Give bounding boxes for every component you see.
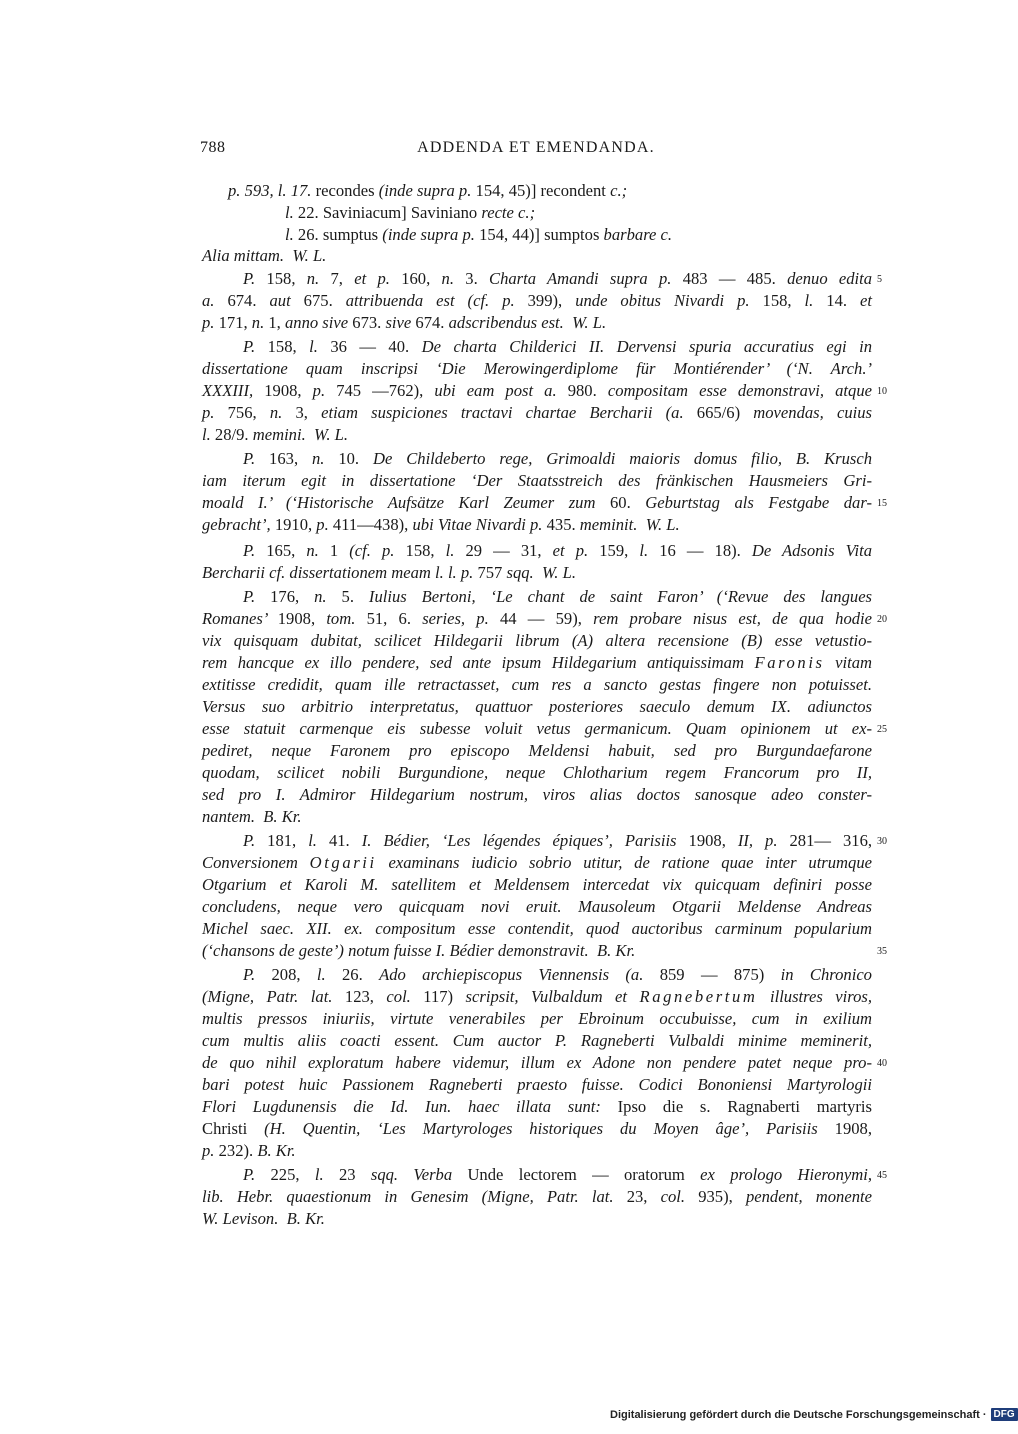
text-segment: denuo edita (787, 269, 873, 288)
text-segment: 674. (227, 291, 270, 310)
text-segment: 232). (218, 1141, 258, 1160)
text-segment: n. (306, 541, 330, 560)
text-segment: 757 (477, 563, 507, 582)
text-line (202, 630, 872, 651)
text-segment: 3, (295, 403, 322, 422)
text-segment: 399), (527, 291, 576, 310)
text-segment: 29 — 31, (465, 541, 553, 560)
text-segment: Faronis (754, 653, 825, 672)
text-segment: sive (385, 313, 416, 332)
text-line (202, 896, 872, 917)
text-segment: 154, 45)] recondent (475, 181, 611, 200)
text-segment: XXXIII, (202, 381, 265, 400)
text-segment: 745 —762), (336, 381, 435, 400)
text-segment: P. (243, 1165, 271, 1184)
text-segment: 935), (698, 1187, 746, 1206)
text-segment: 158, (267, 337, 310, 356)
text-segment: 16 — 18). (659, 541, 752, 560)
text-segment: barbare c. (603, 225, 673, 244)
text-segment: 5. (341, 587, 369, 606)
text-segment: cum multis aliis coacti essent. Cum auctor P. Ragneberti Vulbaldi minime meminerit, (202, 1031, 872, 1050)
text-line (202, 1074, 872, 1095)
text-segment: vitam (824, 653, 872, 672)
text-segment: p. (202, 1141, 219, 1160)
text-segment: n. (251, 313, 269, 332)
text-segment: lib. Hebr. quaestionum in Genesim (Migne, Patr. lat. (202, 1187, 627, 1206)
text-line (202, 290, 872, 311)
text-line (243, 540, 872, 561)
text-segment: 117) (423, 987, 466, 1006)
text-segment: 176, (270, 587, 315, 606)
text-line (228, 180, 872, 201)
text-segment: pediret, neque Faronem pro episcopo Meldensi habuit, sed pro Burgundaefarone (202, 741, 872, 760)
text-segment: esse statuit carmenque eis subesse voluit vetus germanicum. Quam opinionem ut ex- (202, 719, 872, 738)
text-segment: 159, (599, 541, 640, 560)
text-segment: P. (243, 831, 268, 850)
text-segment: (Migne, Patr. lat. (202, 987, 345, 1006)
text-segment: quodam, scilicet nobili Burgundione, neque Chlotharium regem Francorum pro II, (202, 763, 872, 782)
text-line (202, 358, 872, 379)
text-segment: in Chronico (780, 965, 872, 984)
text-segment: 154, 44)] sumptos (479, 225, 604, 244)
text-line (285, 202, 872, 223)
text-segment: p. (312, 381, 337, 400)
text-segment: Alia mittam. W. L. (202, 246, 327, 265)
text-segment: 980. (567, 381, 608, 400)
text-segment: Ado archiepiscopus Viennensis (a. (379, 965, 660, 984)
text-segment: sed pro I. Admiror Hildegarium nostrum, viros alias doctos sanosque adeo conster- (202, 785, 872, 804)
text-line (202, 312, 872, 333)
text-segment: pendent, monente (745, 1187, 872, 1206)
text-line (243, 1164, 872, 1185)
text-segment: 208, (271, 965, 317, 984)
text-segment: (‘chansons de geste’) notum fuisse I. Bédier demonstravit. B. Kr. (202, 941, 636, 960)
text-segment: sqq. Verba (370, 1165, 468, 1184)
text-line (202, 940, 872, 961)
text-line (202, 696, 872, 717)
text-segment: dissertatione quam inscripsi ‘Die Merowingerdiplome für Montiérender’ (‘N. Arch.’ (202, 359, 872, 378)
text-segment: (cf. p. (349, 541, 406, 560)
text-segment: l. (314, 1165, 339, 1184)
text-line (202, 1186, 872, 1207)
text-segment: (inde supra p. (382, 225, 480, 244)
text-segment: 675. (303, 291, 346, 310)
text-segment: 171, (218, 313, 252, 332)
text-segment: n. (441, 269, 466, 288)
text-segment: P. (243, 965, 272, 984)
text-segment: 1 (329, 541, 350, 560)
text-segment: Christi (202, 1119, 265, 1138)
page-number: 788 (200, 139, 226, 156)
text-segment: B. Kr. (257, 1141, 296, 1160)
text-segment: anno sive (284, 313, 353, 332)
text-segment: 674. (415, 313, 449, 332)
text-segment: 3. (465, 269, 489, 288)
text-segment: c.; (610, 181, 628, 200)
text-line (202, 470, 872, 491)
text-segment: recte c.; (481, 203, 536, 222)
text-segment: memini. W. L. (252, 425, 349, 444)
text-segment: l. (308, 831, 329, 850)
running-title: ADDENDA ET EMENDANDA. (417, 139, 655, 156)
text-line (202, 918, 872, 939)
text-segment: 158, (266, 269, 307, 288)
text-segment: n. (311, 449, 339, 468)
text-segment: l. (316, 965, 342, 984)
text-segment: 51, 6. (366, 609, 423, 628)
text-segment: moald I.’ (‘Historische Aufsätze Karl Zeumer zum (202, 493, 610, 512)
text-segment: p. 593, l. 17. (228, 181, 316, 200)
text-segment: l. (309, 337, 331, 356)
text-segment: 7, (330, 269, 355, 288)
text-segment: 181, (267, 831, 309, 850)
text-segment: 673. (352, 313, 386, 332)
text-segment: recondes (315, 181, 379, 200)
text-segment: bari potest huic Passionem Ragneberti praesto fuisse. Codici Bononiensi Martyrologii (202, 1075, 872, 1094)
text-segment: I. Bédier, ‘Les légendes épiques’, Parisiis (361, 831, 689, 850)
text-segment: p. (316, 515, 333, 534)
text-segment: 28/9. (214, 425, 253, 444)
text-line (202, 608, 872, 629)
text-line (202, 1140, 872, 1161)
text-segment: De Childeberto rege, Grimoaldi maioris domus filio, B. Krusch (372, 449, 873, 468)
text-line (202, 245, 872, 266)
text-segment: aut (269, 291, 304, 310)
text-segment: et p. (354, 269, 402, 288)
text-segment: 435. (546, 515, 580, 534)
text-segment: De charta Childerici II. Dervensi spuria accuratius egi in (421, 337, 873, 356)
text-segment: (inde supra p. (378, 181, 476, 200)
text-segment: Otgarium et Karoli M. satellitem et Meldensem intercedat vix quicquam definiri posse (202, 875, 872, 894)
text-segment: et (860, 291, 873, 310)
text-segment: l. (445, 541, 466, 560)
text-segment: multis pressos iniuriis, virtute venerabiles per Ebroinum occubuisse, cum in exilium (202, 1009, 872, 1028)
text-line (202, 718, 872, 739)
text-line (243, 830, 872, 851)
text-line (202, 652, 872, 673)
line-number: 10 (877, 386, 887, 397)
text-segment: 10. (338, 449, 373, 468)
text-segment: Romanes’ (202, 609, 278, 628)
text-line (202, 806, 872, 827)
text-segment: 22. Saviniacum] Saviniano (297, 203, 482, 222)
text-segment: Ipso die s. Ragnaberti martyris (617, 1097, 872, 1116)
text-segment: p. (202, 403, 228, 422)
text-segment: 1, (268, 313, 285, 332)
text-segment: 158, (405, 541, 446, 560)
text-segment: Otgarii (309, 853, 377, 872)
text-segment: iam iterum egit in dissertatione ‘Der Staatsstreich des fränkischen Hausmeiers Gri- (202, 471, 872, 490)
text-segment: n. (306, 269, 331, 288)
text-segment: nantem. B. Kr. (202, 807, 302, 826)
line-number: 30 (877, 836, 887, 847)
text-segment: Ragnebertum (639, 987, 758, 1006)
text-line (202, 986, 872, 1007)
text-segment: vix quisquam dubitat, scilicet Hildegarii librum (A) altera recensione (B) esse vetustio- (202, 631, 872, 650)
text-line (202, 874, 872, 895)
text-segment: Geburtstag als Festgabe dar- (645, 493, 872, 512)
line-number: 20 (877, 614, 887, 625)
text-line (285, 224, 872, 245)
text-line (202, 1096, 872, 1117)
text-segment: De Adsonis Vita (751, 541, 873, 560)
text-segment: W. Levison. B. Kr. (202, 1209, 325, 1228)
text-segment: Flori Lugdunensis die Id. Iun. haec illata sunt: (202, 1097, 618, 1116)
line-number: 40 (877, 1058, 887, 1069)
text-segment: 1908, (834, 1119, 872, 1138)
text-line (202, 1008, 872, 1029)
text-line (243, 336, 872, 357)
text-segment: scripsit, Vulbaldum et (465, 987, 640, 1006)
text-segment: l. (639, 541, 660, 560)
text-segment: ubi eam post a. (434, 381, 568, 400)
text-segment: series, p. (422, 609, 500, 628)
text-line (202, 402, 872, 423)
text-line (202, 1118, 872, 1139)
text-segment: 165, (266, 541, 307, 560)
text-segment: 163, (269, 449, 312, 468)
text-segment: movendas, cuius (753, 403, 872, 422)
text-line (202, 1030, 872, 1051)
text-segment: 483 — 485. (682, 269, 788, 288)
text-segment: sqq. W. L. (506, 563, 576, 582)
text-segment: unde obitus Nivardi p. (575, 291, 763, 310)
text-segment: P. (243, 541, 267, 560)
text-segment: II, p. (737, 831, 790, 850)
text-line (243, 586, 872, 607)
text-segment: extitisse credidit, quam ille retractasset, cum res a sancto gestas fingere non potuisset. (202, 675, 872, 694)
text-segment: 23, (626, 1187, 661, 1206)
text-segment: 14. (826, 291, 861, 310)
text-segment: adscribendus est. W. L. (448, 313, 607, 332)
text-segment: rem hancque ex illo pendere, sed ante ipsum Hildegarium antiquissimam (202, 653, 755, 672)
text-segment: de quo nihil exploratum habere videmur, illum ex Adone non pendere patet neque pro- (202, 1053, 872, 1072)
text-segment: 160, (401, 269, 442, 288)
text-segment: 1908, (264, 381, 313, 400)
text-segment: P. (243, 587, 271, 606)
text-line (243, 268, 872, 289)
text-line (202, 762, 872, 783)
text-line (202, 674, 872, 695)
text-segment: l. (285, 225, 298, 244)
text-segment: 36 — 40. (330, 337, 422, 356)
text-segment: 859 — 875) (659, 965, 781, 984)
text-segment: 60. (609, 493, 646, 512)
text-segment: attribuenda est (cf. p. (345, 291, 528, 310)
footer-text: Digitalisierung gefördert durch die Deutsche Forschungsgemeinschaft · (610, 1408, 987, 1421)
text-segment: etiam suspiciones tractavi chartae Bercharii (a. (321, 403, 697, 422)
text-segment: examinans iudicio sobrio utitur, de ratione quae inter utrumque (376, 853, 872, 872)
text-segment: 225, (270, 1165, 315, 1184)
text-line (202, 1208, 872, 1229)
text-segment: compositam esse demonstravi, atque (607, 381, 872, 400)
line-number: 45 (877, 1170, 887, 1181)
text-segment: 26. (342, 965, 380, 984)
text-segment: l. (804, 291, 827, 310)
text-segment: p. (202, 313, 219, 332)
text-segment: 1910, (274, 515, 317, 534)
footer-credit (610, 1408, 1018, 1421)
text-segment: 1908, (277, 609, 327, 628)
text-segment: rem probare nisus est, de qua hodie (593, 609, 873, 628)
text-segment: P. (243, 337, 268, 356)
text-segment: 665/6) (696, 403, 754, 422)
text-line (243, 448, 872, 469)
page-header (200, 139, 872, 163)
text-segment: P. (243, 449, 270, 468)
text-segment: gebracht’, (202, 515, 275, 534)
text-segment: tom. (326, 609, 367, 628)
text-segment: illustres viros, (757, 987, 873, 1006)
text-segment: 41. (328, 831, 362, 850)
text-line (202, 852, 872, 873)
text-segment: col. (386, 987, 424, 1006)
text-segment: concludens, neque vero quicquam novi eruit. Mausoleum Otgarii Meldense Andreas (202, 897, 872, 916)
text-segment: a. (202, 291, 228, 310)
text-segment: col. (660, 1187, 699, 1206)
text-segment: 281— 316, (789, 831, 873, 850)
text-segment: 1908, (688, 831, 738, 850)
text-segment: Versus suo arbitrio interpretatus, quattuor posteriores saeculo demum IX. adiunctos (202, 697, 872, 716)
text-segment: 26. sumptus (297, 225, 383, 244)
line-number: 35 (877, 946, 887, 957)
text-segment: l. (202, 425, 215, 444)
text-segment: Unde lectorem — oratorum (467, 1165, 701, 1184)
text-line (202, 562, 872, 583)
text-line (202, 784, 872, 805)
text-line (202, 492, 872, 513)
text-segment: l. (285, 203, 298, 222)
text-segment: Bercharii cf. dissertationem meam l. l. p. (202, 563, 478, 582)
text-segment: (H. Quentin, ‘Les Martyrologes historiques du Moyen âge’, Parisiis (264, 1119, 835, 1138)
text-line (202, 740, 872, 761)
text-segment: Michel saec. XII. ex. compositum esse contendit, quod auctoribus carminum popularium (202, 919, 872, 938)
text-segment: Charta Amandi supra p. (489, 269, 683, 288)
text-segment: Iulius Bertoni, ‘Le chant de saint Faron’ (‘Revue des langues (368, 587, 873, 606)
text-segment: ex prologo Hieronymi, (700, 1165, 872, 1184)
text-line (202, 1052, 872, 1073)
text-segment: 158, (762, 291, 805, 310)
line-number: 5 (877, 274, 882, 285)
text-line (202, 380, 872, 401)
text-segment: 44 — 59), (499, 609, 594, 628)
text-segment: 411—438), (332, 515, 413, 534)
text-segment: 23 (338, 1165, 371, 1184)
text-segment: meminit. W. L. (579, 515, 680, 534)
text-line (202, 514, 872, 535)
text-segment: ubi Vitae Nivardi p. (412, 515, 547, 534)
text-segment: P. (243, 269, 267, 288)
line-number: 15 (877, 498, 887, 509)
text-segment: n. (269, 403, 296, 422)
text-segment: n. (314, 587, 342, 606)
line-number: 25 (877, 724, 887, 735)
text-line (243, 964, 872, 985)
text-segment: Conversionem (202, 853, 310, 872)
dfg-logo-icon: DFG (991, 1408, 1018, 1421)
text-segment: 123, (344, 987, 387, 1006)
text-line (202, 424, 872, 445)
text-segment: 756, (227, 403, 270, 422)
text-segment: et p. (552, 541, 600, 560)
